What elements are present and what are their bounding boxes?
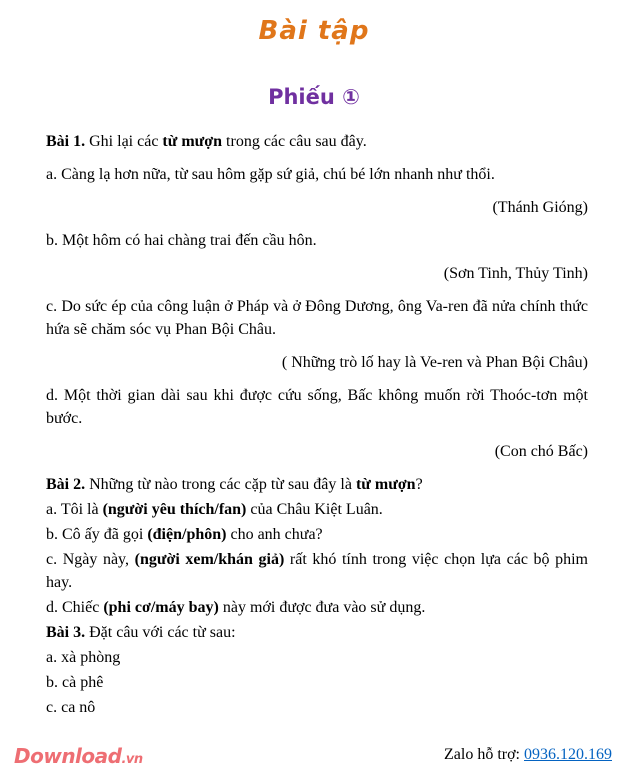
sheet-number-heading: Phiếu ① [268,85,360,109]
text-run: a. Tôi là [46,501,103,518]
paragraph-line [46,384,588,430]
text-run: Ghi lại các [85,133,163,150]
download-vn-logo [14,744,143,768]
text-run: Đặt câu với các từ sau: [85,624,236,641]
text-run: c. Ngày này, [46,551,135,568]
text-run: a. xà phòng [46,649,121,666]
paragraph-line [46,671,588,694]
logo-wordmark: Download [14,744,122,768]
paragraph-line [46,596,588,619]
paragraph-line [46,163,588,186]
paragraph-line [46,262,588,285]
document-title: Bài tập [258,16,370,46]
text-run: của Châu Kiệt Luân. [246,501,383,518]
paragraph-line [46,351,588,374]
text-run: c. Do sức ép của công luận ở Pháp và ở Đông Dương, ông Va-ren đã nửa chính thức hứa sẽ chăm sóc vụ Phan Bội Châu. [46,298,588,338]
zalo-support-label: Zalo hỗ trợ: [444,746,524,763]
zalo-phone-link[interactable]: 0936.120.169 [524,746,612,763]
paragraph-line [46,646,588,669]
text-run: (người yêu thích/fan) [102,501,247,518]
document-page [0,16,628,772]
text-run: d. Chiếc [46,599,104,616]
text-run: Bài 3. [46,624,86,641]
text-run: a. Càng lạ hơn nữa, từ sau hôm gặp sứ giả, chú bé lớn nhanh như thổi. [46,166,495,183]
paragraph-line [46,196,588,219]
text-run: (Con chó Bấc) [494,443,588,460]
text-run: (người xem/khán giả) [134,551,285,568]
paragraph-line [46,130,588,153]
text-run: (Thánh Gióng) [492,199,588,216]
text-run: trong các câu sau đây. [222,133,367,150]
paragraph-line [46,295,588,341]
text-run: từ mượn [355,476,416,493]
text-run: (Sơn Tinh, Thủy Tinh) [443,265,588,282]
text-run: từ mượn [162,133,223,150]
text-run: b. Cô ấy đã gọi [46,526,148,543]
text-run: Bài 2. [46,476,86,493]
text-run: cho anh chưa? [226,526,323,543]
text-run: (phi cơ/máy bay) [103,599,219,616]
paragraph-line [46,440,588,463]
paragraph-line [46,473,588,496]
text-run: rất khó tính trong việc chọn lựa các bộ phim hay. [46,551,589,591]
text-run: d. Một thời gian dài sau khi được cứu sống, Bấc không muốn rời Thoóc-tơn một bước. [46,387,588,427]
text-run: này mới được đưa vào sử dụng. [218,599,426,616]
text-run: Bài 1. [46,133,86,150]
paragraph-line [46,229,588,252]
paragraph-line [46,498,588,521]
text-run: Những từ nào trong các cặp từ sau đây là [85,476,356,493]
zalo-support [444,746,612,764]
text-run: ( Những trò lố hay là Ve-ren và Phan Bội Châu) [281,354,588,371]
text-run: ? [415,476,423,493]
text-run: b. cà phê [46,674,104,691]
text-run: c. ca nô [46,699,96,716]
paragraph-line [46,548,588,594]
paragraph-line [46,696,588,719]
text-run: (điện/phôn) [147,526,227,543]
document-body [0,130,628,719]
paragraph-line [46,523,588,546]
logo-domain-suffix: .vn [121,752,143,767]
paragraph-line [46,621,588,644]
text-run: b. Một hôm có hai chàng trai đến cầu hôn. [46,232,317,249]
